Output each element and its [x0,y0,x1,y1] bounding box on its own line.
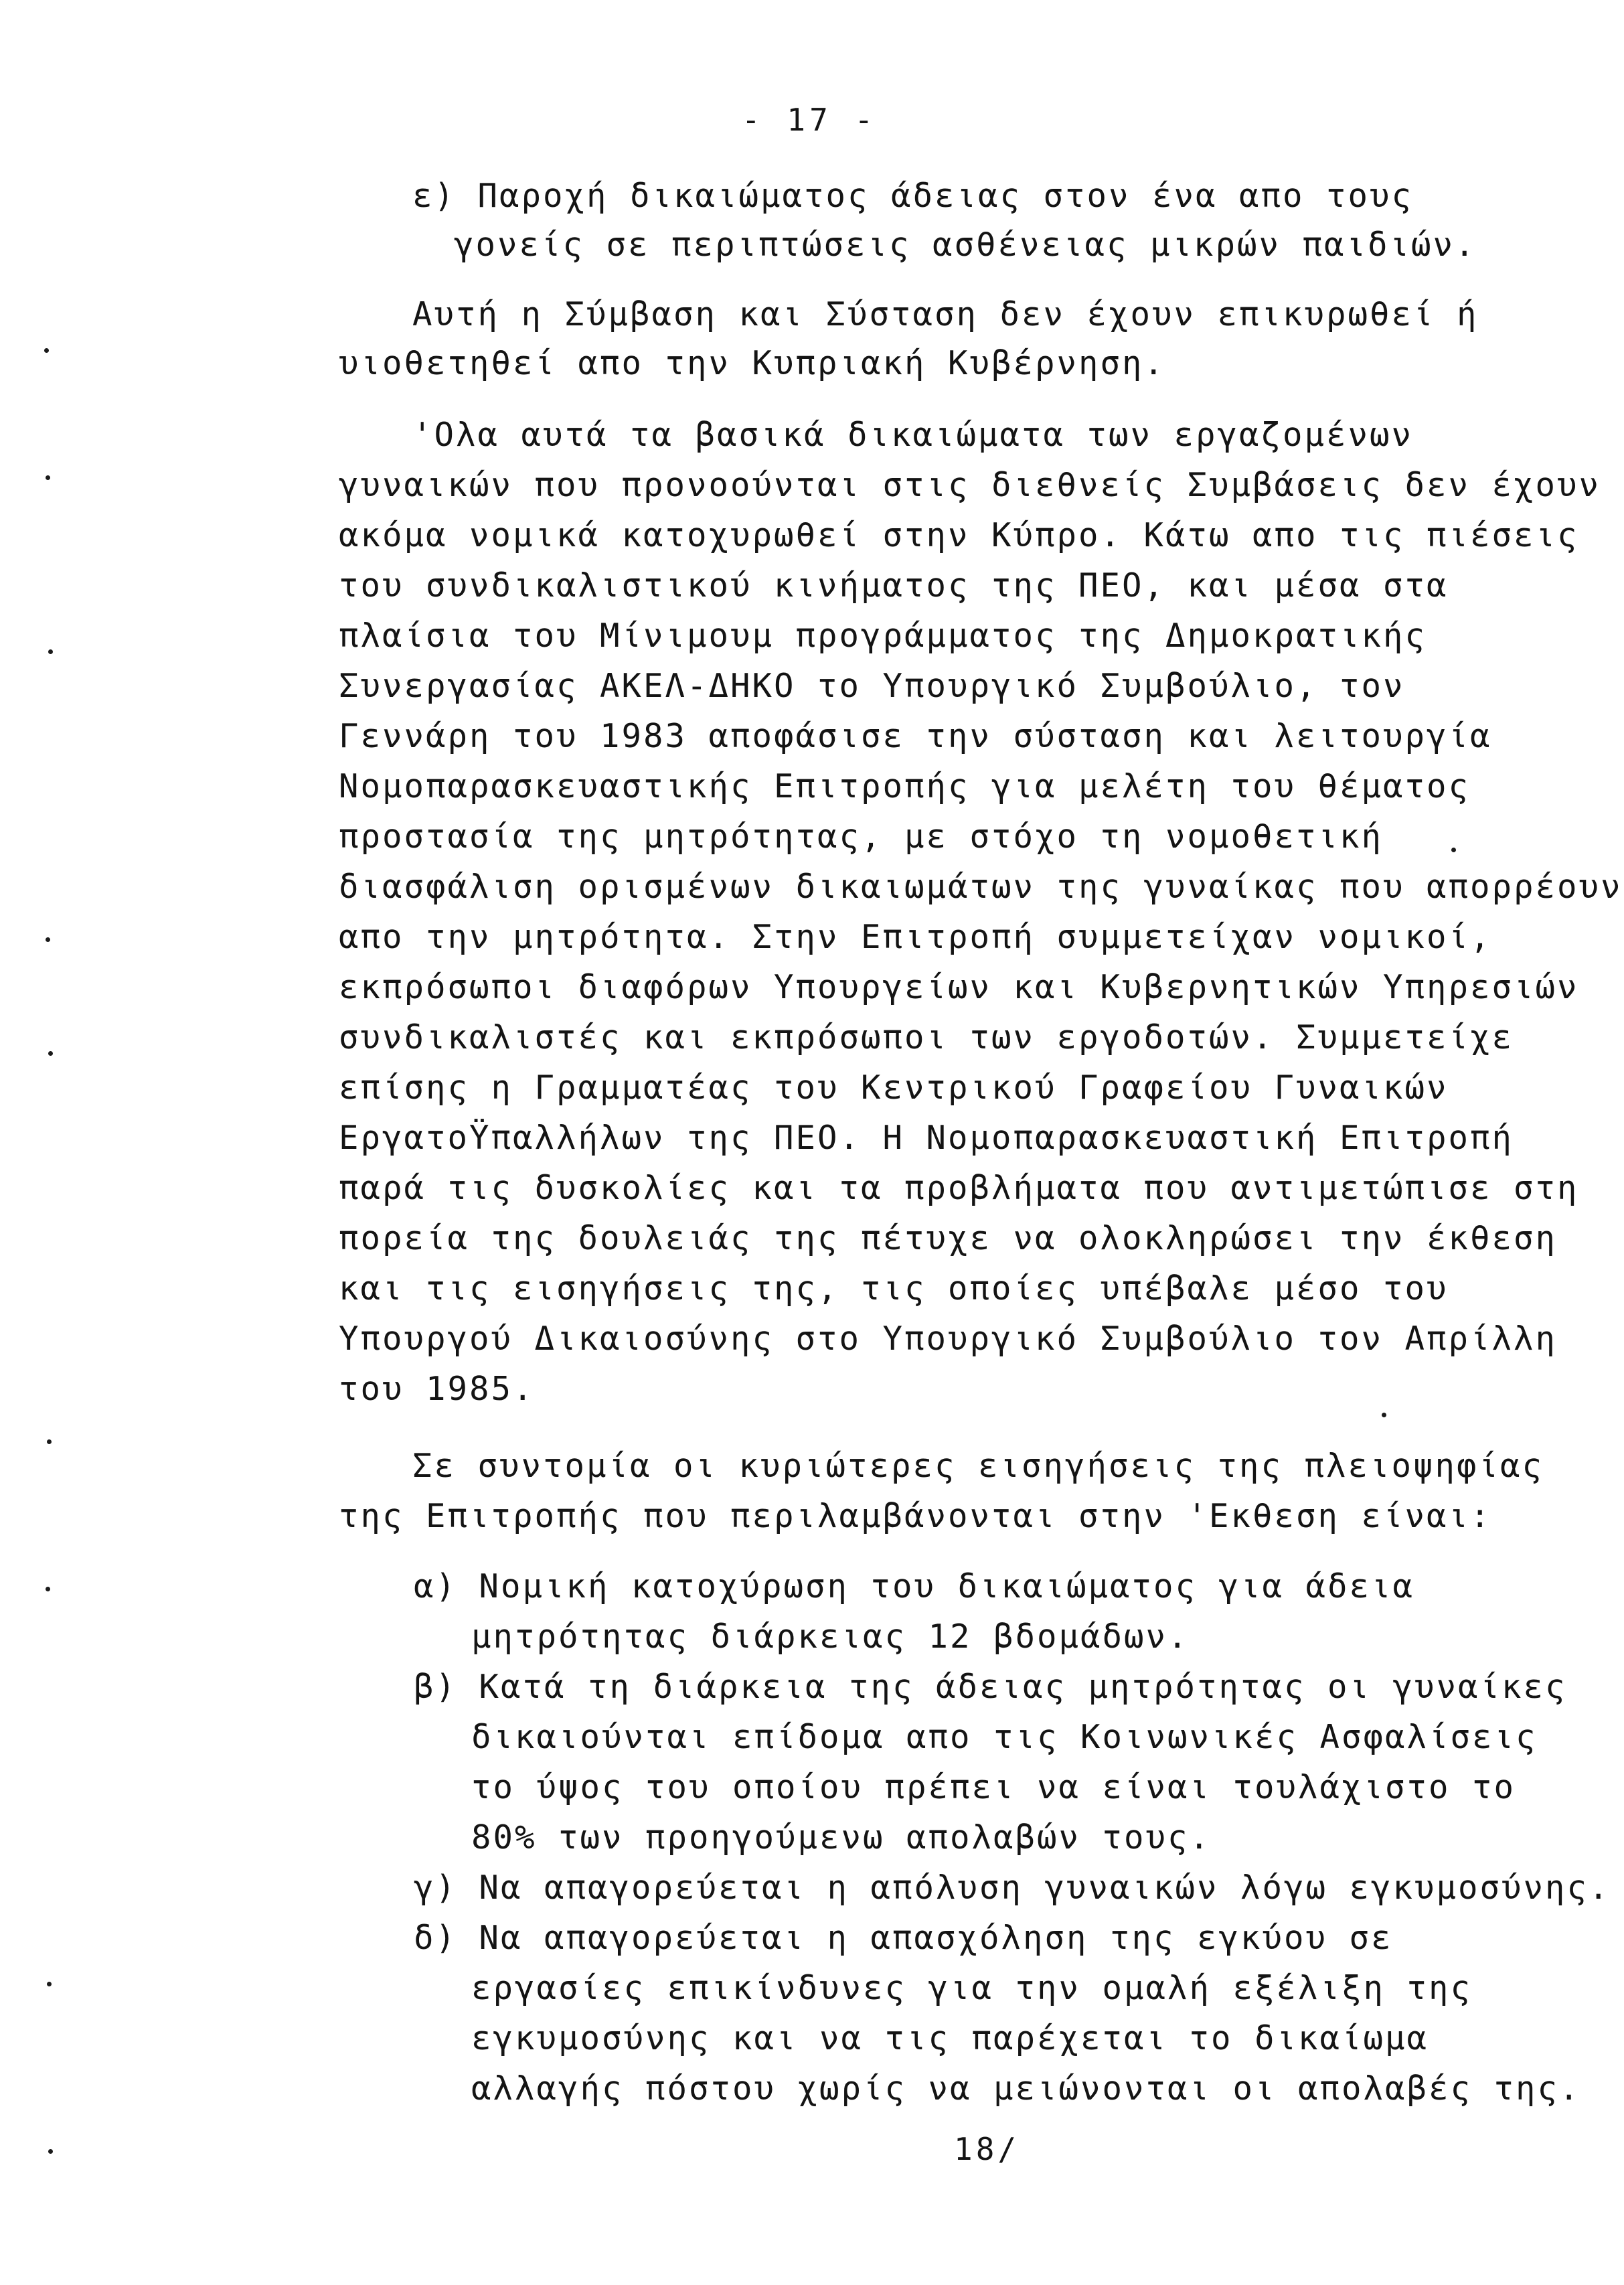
list-item-d: δ) Να απαγορεύεται η απασχόληση της εγκύου σε [414,1919,1393,1957]
list-item-d-cont: εργασίες επικίνδυνες για την ομαλή εξέλιξη της [471,1969,1473,2007]
scan-speck [1382,1413,1386,1417]
continuation-marker: 18/ [954,2131,1020,2167]
text-line: Συνεργασίας ΑΚΕΛ-ΔΗΚΟ το Υπουργικό Συμβούλιο, τον [339,667,1405,705]
list-item-a: α) Νομική κατοχύρωση του δικαιώματος για άδεια [414,1567,1415,1605]
text-line: ε) Παροχή δικαιώματος άδειας στον ένα απο τους [412,177,1414,215]
text-line: Γεννάρη του 1983 αποφάσισε την σύσταση και λειτουργία [339,717,1492,755]
text-line: Σε συντομία οι κυριώτερες εισηγήσεις της πλειοψηφίας [412,1447,1544,1485]
scan-speck [44,348,49,353]
text-line: της Επιτροπής που περιλαμβάνονται στην 'Εκθεση είναι: [339,1497,1492,1535]
text-line: απο την μητρότητα. Στην Επιτροπή συμμετείχαν νομικοί, [339,918,1492,956]
scan-speck [46,1587,50,1591]
scan-speck [46,937,50,942]
text-line: πορεία της δουλειάς της πέτυχε να ολοκληρώσει την έκθεση [339,1219,1558,1257]
scan-speck [47,1439,52,1444]
text-line: γονείς σε περιπτώσεις ασθένειας μικρών παιδιών. [454,226,1477,264]
text-line: Νομοπαρασκευαστικής Επιτροπής για μελέτη του θέματος [339,767,1471,805]
scan-speck [48,2149,53,2154]
scan-speck [48,649,53,654]
text-line: επίσης η Γραμματέας του Κεντρικού Γραφείου Γυναικών [339,1069,1449,1107]
text-line: υιοθετηθεί απο την Κυπριακή Κυβέρνηση. [339,344,1166,382]
text-line: προστασία της μητρότητας, με στόχο τη νομοθετική [339,817,1384,856]
list-item-b-cont: δικαιούνται επίδομα απο τις Κοινωνικές Ασφαλίσεις [471,1718,1538,1756]
scan-speck [1451,848,1456,852]
list-item-d-cont: εγκυμοσύνης και να τις παρέχεται το δικαίωμα [471,2019,1429,2057]
list-item-b: β) Κατά τη διάρκεια της άδειας μητρότητας οι γυναίκες [414,1668,1567,1706]
scan-speck [46,475,50,480]
text-line: του συνδικαλιστικού κινήματος της ΠΕΟ, και μέσα στα [339,566,1449,605]
text-line: και τις εισηγήσεις της, τις οποίες υπέβαλε μέσο του [339,1269,1449,1308]
text-line: διασφάλιση ορισμένων δικαιωμάτων της γυναίκας που απορρέουν [339,868,1623,906]
text-line: πλαίσια του Μίνιμουμ προγράμματος της Δημοκρατικής [339,617,1427,655]
text-line: ΕργατοΫπαλλήλων της ΠΕΟ. Η Νομοπαρασκευαστική Επιτροπή [339,1119,1514,1157]
list-item-d-cont: αλλαγής πόστου χωρίς να μειώνονται οι απολαβές της. [471,2069,1581,2108]
scan-speck [48,1051,53,1056]
text-line: Αυτή η Σύμβαση και Σύσταση δεν έχουν επικυρωθεί ή [412,295,1479,333]
text-line: Υπουργού Δικαιοσύνης στο Υπουργικό Συμβούλιο τον Απρίλλη [339,1320,1558,1358]
list-item-b-cont: το ύψος του οποίου πρέπει να είναι τουλάχιστο το [471,1768,1516,1806]
page-number: - 17 - [742,102,878,138]
text-line: 'Ολα αυτά τα βασικά δικαιώματα των εργαζομένων [412,416,1414,454]
text-line: γυναικών που προνοούνται στις διεθνείς Συμβάσεις δεν έχουν [339,466,1601,504]
text-line: του 1985. [339,1370,535,1408]
list-item-c: γ) Να απαγορεύεται η απόλυση γυναικών λόγω εγκυμοσύνης. [414,1869,1611,1907]
list-item-a-cont: μητρότητας διάρκειας 12 βδομάδων. [471,1618,1190,1656]
text-line: ακόμα νομικά κατοχυρωθεί στην Κύπρο. Κάτω απο τις πιέσεις [339,516,1579,554]
text-line: εκπρόσωποι διαφόρων Υπουργείων και Κυβερνητικών Υπηρεσιών [339,968,1579,1006]
text-line: παρά τις δυσκολίες και τα προβλήματα που αντιμετώπισε στη [339,1169,1579,1207]
list-item-b-cont: 80% των προηγούμενω απολαβών τους. [471,1818,1212,1857]
scan-speck [47,1982,52,1986]
text-line: συνδικαλιστές και εκπρόσωποι των εργοδοτών. Συμμετείχε [339,1018,1514,1056]
